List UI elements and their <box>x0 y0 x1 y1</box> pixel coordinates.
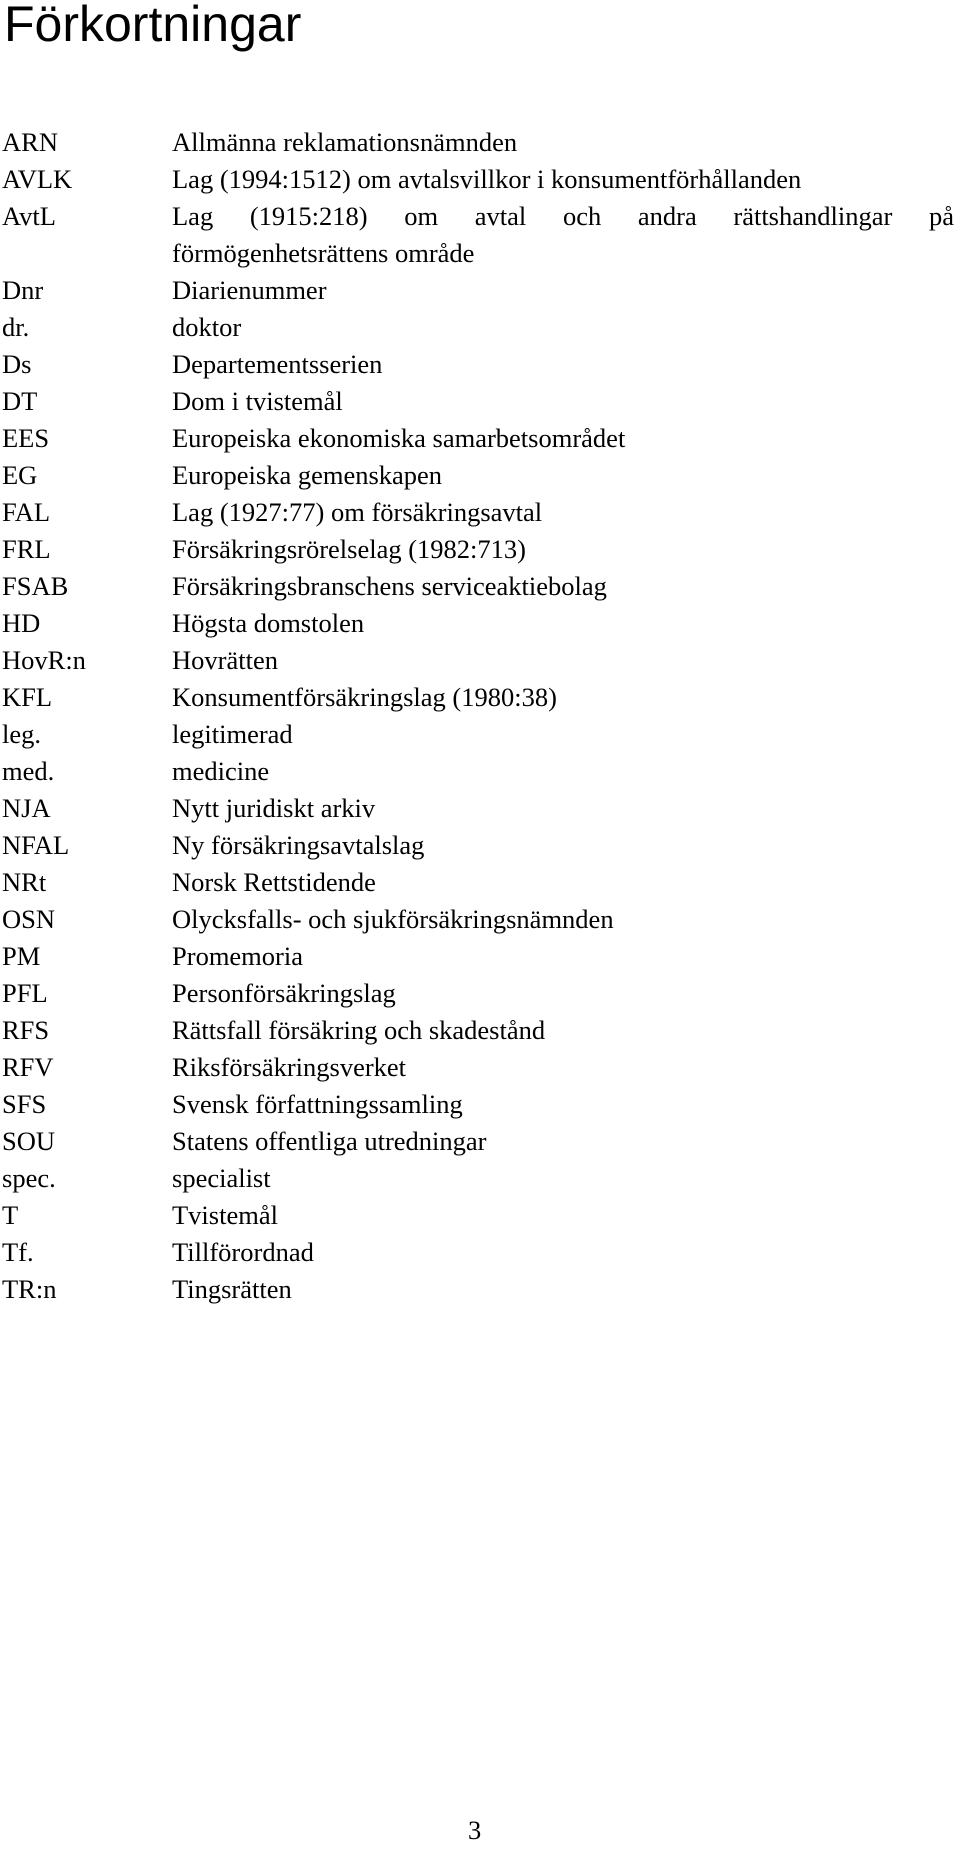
abbreviation-row <box>0 1271 960 1308</box>
abbreviation-term: DT <box>2 386 38 416</box>
abbreviation-expansion: Allmänna reklamationsnämnden <box>172 127 518 157</box>
abbreviation-expansion: Tvistemål <box>172 1200 278 1230</box>
abbreviation-row <box>0 864 960 901</box>
abbreviation-row <box>0 938 960 975</box>
abbreviation-term: NRt <box>2 867 47 897</box>
abbreviation-expansion: Statens offentliga utredningar <box>172 1126 487 1156</box>
abbreviation-row <box>0 1049 960 1086</box>
abbreviation-expansion: Riksförsäkringsverket <box>172 1052 407 1082</box>
abbreviation-expansion: Lag (1915:218) om avtal och andra rättshandlingar på förmögenhetsrättens område <box>172 201 954 268</box>
abbreviation-expansion: medicine <box>172 756 270 786</box>
abbreviation-term: NJA <box>2 793 51 823</box>
abbreviation-row <box>0 494 960 531</box>
abbreviation-row <box>0 827 960 864</box>
abbreviation-row <box>0 975 960 1012</box>
abbreviation-row <box>0 642 960 679</box>
abbreviation-term: SFS <box>2 1089 47 1119</box>
abbreviation-term: AVLK <box>2 164 73 194</box>
abbreviation-row <box>0 1160 960 1197</box>
abbreviation-expansion: specialist <box>172 1163 271 1193</box>
abbreviation-row <box>0 161 960 198</box>
abbreviation-term: leg. <box>2 719 41 749</box>
abbreviation-row <box>0 1086 960 1123</box>
abbreviation-expansion: Diarienummer <box>172 275 327 305</box>
abbreviation-term: FAL <box>2 497 51 527</box>
abbreviation-term: RFV <box>2 1052 54 1082</box>
abbreviation-expansion: Högsta domstolen <box>172 608 365 638</box>
abbreviation-expansion: doktor <box>172 312 242 342</box>
abbreviation-term: PM <box>2 941 41 971</box>
abbreviation-term: OSN <box>2 904 56 934</box>
page-number: 3 <box>468 1815 482 1845</box>
abbreviation-term: Ds <box>2 349 32 379</box>
abbreviation-expansion: Europeiska gemenskapen <box>172 460 443 490</box>
abbreviation-row <box>0 383 960 420</box>
abbreviation-row <box>0 309 960 346</box>
abbreviation-term: spec. <box>2 1163 56 1193</box>
abbreviation-list <box>0 124 960 1308</box>
abbreviation-row <box>0 1197 960 1234</box>
abbreviation-row <box>0 198 960 272</box>
abbreviation-expansion: Tillförordnad <box>172 1237 314 1267</box>
abbreviation-row <box>0 679 960 716</box>
abbreviation-row <box>0 716 960 753</box>
abbreviation-row <box>0 457 960 494</box>
abbreviation-term: EES <box>2 423 50 453</box>
abbreviation-term: RFS <box>2 1015 50 1045</box>
abbreviation-expansion: Ny försäkringsavtalslag <box>172 830 425 860</box>
abbreviation-term: Dnr <box>2 275 44 305</box>
abbreviation-term: dr. <box>2 312 30 342</box>
abbreviation-term: ARN <box>2 127 58 157</box>
abbreviation-term: SOU <box>2 1126 56 1156</box>
abbreviation-expansion: legitimerad <box>172 719 293 749</box>
abbreviation-row <box>0 901 960 938</box>
abbreviation-term: KFL <box>2 682 53 712</box>
abbreviation-term: HD <box>2 608 41 638</box>
abbreviation-expansion: Svensk författningssamling <box>172 1089 463 1119</box>
abbreviation-expansion: Hovrätten <box>172 645 278 675</box>
abbreviation-term: med. <box>2 756 55 786</box>
abbreviation-row <box>0 1234 960 1271</box>
abbreviation-row <box>0 1123 960 1160</box>
abbreviation-term: NFAL <box>2 830 70 860</box>
abbreviation-expansion: Europeiska ekonomiska samarbetsområdet <box>172 423 626 453</box>
abbreviation-row <box>0 790 960 827</box>
abbreviation-term: TR:n <box>2 1274 57 1304</box>
abbreviation-row <box>0 1012 960 1049</box>
abbreviation-term: FRL <box>2 534 51 564</box>
page-title: Förkortningar <box>4 0 302 52</box>
abbreviation-row <box>0 605 960 642</box>
abbreviation-term: HovR:n <box>2 645 86 675</box>
abbreviation-row <box>0 272 960 309</box>
abbreviation-expansion: Nytt juridiskt arkiv <box>172 793 376 823</box>
abbreviation-expansion: Departementsserien <box>172 349 383 379</box>
abbreviation-row <box>0 753 960 790</box>
abbreviation-row <box>0 124 960 161</box>
abbreviation-term: EG <box>2 460 38 490</box>
abbreviation-term: PFL <box>2 978 48 1008</box>
abbreviation-term: AvtL <box>2 201 56 231</box>
abbreviation-expansion: Olycksfalls- och sjukförsäkringsnämnden <box>172 904 614 934</box>
abbreviation-expansion: Norsk Rettstidende <box>172 867 376 897</box>
abbreviation-expansion: Lag (1927:77) om försäkringsavtal <box>172 497 543 527</box>
abbreviation-term: FSAB <box>2 571 69 601</box>
abbreviation-expansion: Tingsrätten <box>172 1274 292 1304</box>
abbreviation-expansion: Rättsfall försäkring och skadestånd <box>172 1015 546 1045</box>
abbreviation-term: T <box>2 1200 19 1230</box>
abbreviation-expansion: Personförsäkringslag <box>172 978 396 1008</box>
abbreviation-expansion: Dom i tvistemål <box>172 386 343 416</box>
abbreviation-expansion: Promemoria <box>172 941 303 971</box>
abbreviation-term: Tf. <box>2 1237 34 1267</box>
abbreviation-expansion: Lag (1994:1512) om avtalsvillkor i konsumentförhållanden <box>172 164 802 194</box>
abbreviation-row <box>0 568 960 605</box>
abbreviation-expansion: Konsumentförsäkringslag (1980:38) <box>172 682 557 712</box>
abbreviation-row <box>0 420 960 457</box>
abbreviation-row <box>0 346 960 383</box>
abbreviation-expansion: Försäkringsbranschens serviceaktiebolag <box>172 571 607 601</box>
abbreviation-expansion: Försäkringsrörelselag (1982:713) <box>172 534 526 564</box>
abbreviation-row <box>0 531 960 568</box>
